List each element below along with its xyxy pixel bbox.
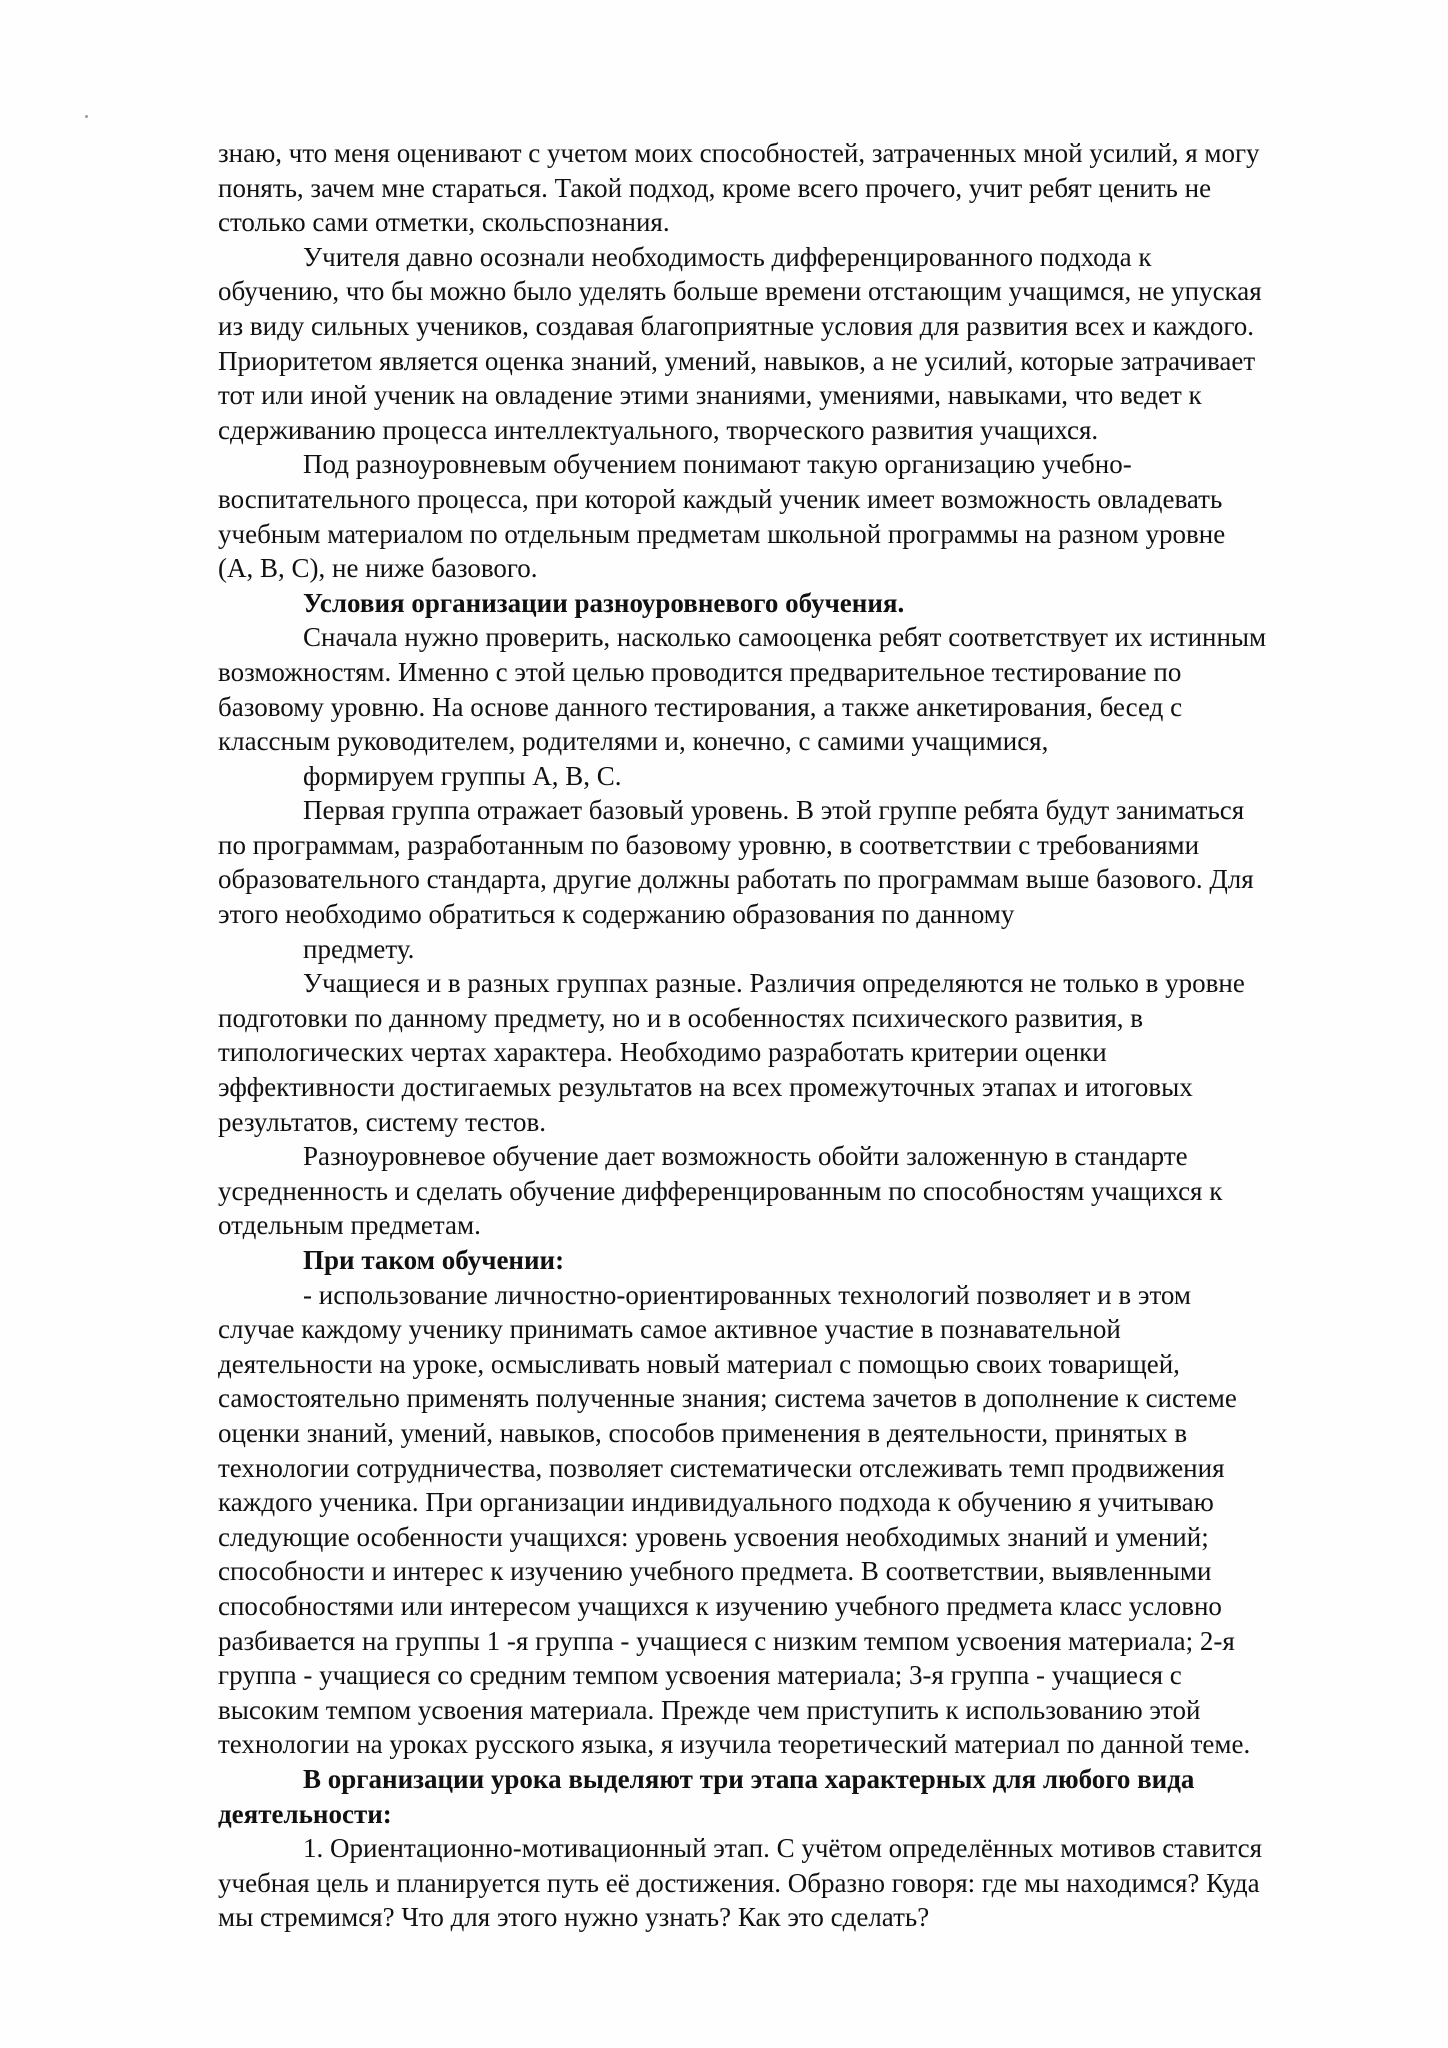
text-line: знаю, что меня оценивают с учетом моих способностей, затраченных мной усилий, я могу [218,138,1260,168]
text-line: Первая группа отражает базовый уровень. В этой группе ребята будут заниматься [303,795,1245,826]
text-line: способности и интерес к изучению учебного предмета. В соответствии, выявленными [218,1556,1212,1587]
text-line: учебным материалом по отдельным предметам школьной программы на разном уровне [218,518,1226,549]
text-line: Разноуровневое обучение дает возможность обойти заложенную в стандарте [303,1141,1188,1172]
text-line: самостоятельно применять полученные знания; система зачетов в дополнение к системе [218,1383,1237,1414]
heading-line: При таком обучении: [303,1245,565,1275]
text-line: мы стремимся? Что для этого нужно узнать? Как это сделать? [218,1902,930,1933]
text-line: столько сами отметки, скольспознания. [218,207,670,238]
text-line: формируем группы А, В, С. [303,760,622,791]
text-line: высоким темпом усвоения материала. Прежде чем приступить к использованию этой [218,1694,1201,1725]
text-line: базовому уровню. На основе данного тестирования, а также анкетирования, бесед с [218,691,1183,722]
text-line: обучению, что бы можно было уделять больше времени отстающим учащимся, не упуская [218,276,1262,307]
text-line: Учителя давно осознали необходимость дифференцированного подхода к [303,241,1152,272]
text-line: усредненность и сделать обучение дифференцированным по способностям учащихся к [218,1175,1223,1206]
text-line: технологии сотрудничества, позволяет систематически отслеживать темп продвижения [218,1452,1225,1483]
text-line: Сначала нужно проверить, насколько самооценка ребят соответствует их истинным [303,622,1267,653]
text-line: из виду сильных учеников, создавая благоприятные условия для развития всех и каждого. [218,310,1255,341]
text-line: этого необходимо обратиться к содержанию образования по данному [218,899,1015,930]
text-line: результатов, систему тестов. [218,1106,547,1137]
heading-line: деятельности: [218,1798,392,1829]
text-line: воспитательного процесса, при которой каждый ученик имеет возможность овладевать [218,483,1223,514]
scan-speck [85,115,88,118]
text-line: деятельности на уроке, осмысливать новый материал с помощью своих товарищей, [218,1348,1180,1379]
text-line: сдерживанию процесса интеллектуального, творческого развития учащихся. [218,414,1099,445]
text-line: оценки знаний, умений, навыков, способов применения в деятельности, принятых в [218,1417,1188,1448]
heading-line: Условия организации разноуровневого обучения. [303,587,905,618]
heading-line: В организации урока выделяют три этапа характерных для любого вида [303,1763,1195,1794]
text-line: эффективности достигаемых результатов на всех промежуточных этапах и итоговых [218,1072,1193,1103]
text-line: следующие особенности учащихся: уровень усвоения необходимых знаний и умений; [218,1521,1209,1552]
text-line: по программам, разработанным по базовому уровню, в соответствии с требованиями [218,829,1200,860]
text-line: классным руководителем, родителями и, конечно, с самими учащимися, [218,726,1049,757]
text-line: - использование личностно-ориентированных технологий позволяет и в этом [303,1279,1191,1310]
text-line: понять, зачем мне стараться. Такой подход, кроме всего прочего, учит ребят ценить не [218,172,1212,203]
text-line: технологии на уроках русского языка, я изучила теоретический материал по данной теме. [218,1729,1251,1760]
text-line: способностями или интересом учащихся к изучению учебного предмета класс условно [218,1590,1222,1621]
text-line: (А, В, С), не ниже базового. [218,553,538,584]
text-line: типологических чертах характера. Необходимо разработать критерии оценки [218,1037,1107,1068]
text-line: отдельным предметам. [218,1210,481,1241]
text-line: подготовки по данному предмету, но и в особенностях психического развития, в [218,1002,1144,1033]
text-line: Под разноуровневым обучением понимают такую организацию учебно- [303,449,1132,480]
text-line: тот или иной ученик на овладение этими знаниями, умениями, навыками, что ведет к [218,380,1202,411]
text-line: разбивается на группы 1 -я группа - учащиеся с низким темпом усвоения материала; 2-я [218,1625,1235,1656]
text-line: группа - учащиеся со средним темпом усвоения материала; 3-я группа - учащиеся с [218,1660,1182,1691]
text-line: возможностям. Именно с этой целью проводится предварительное тестирование по [218,656,1182,687]
text-line: случае каждому ученику принимать самое активное участие в познавательной [218,1314,1121,1345]
text-line: учебная цель и планируется путь её достижения. Образно говоря: где мы находимся? Куда [218,1867,1260,1898]
text-line: Приоритетом является оценка знаний, умений, навыков, а не усилий, которые затрачивает [218,345,1256,376]
text-line: 1. Ориентационно-мотивационный этап. С учётом определённых мотивов ставится [303,1833,1263,1864]
text-line: Учащиеся и в разных группах разные. Различия определяются не только в уровне [303,968,1245,999]
text-line: образовательного стандарта, другие должны работать по программам выше базового. Для [218,864,1254,895]
text-line: каждого ученика. При организации индивидуального подхода к обучению я учитываю [218,1487,1214,1518]
text-line: предмету. [303,933,415,964]
document-body [218,136,1338,1935]
